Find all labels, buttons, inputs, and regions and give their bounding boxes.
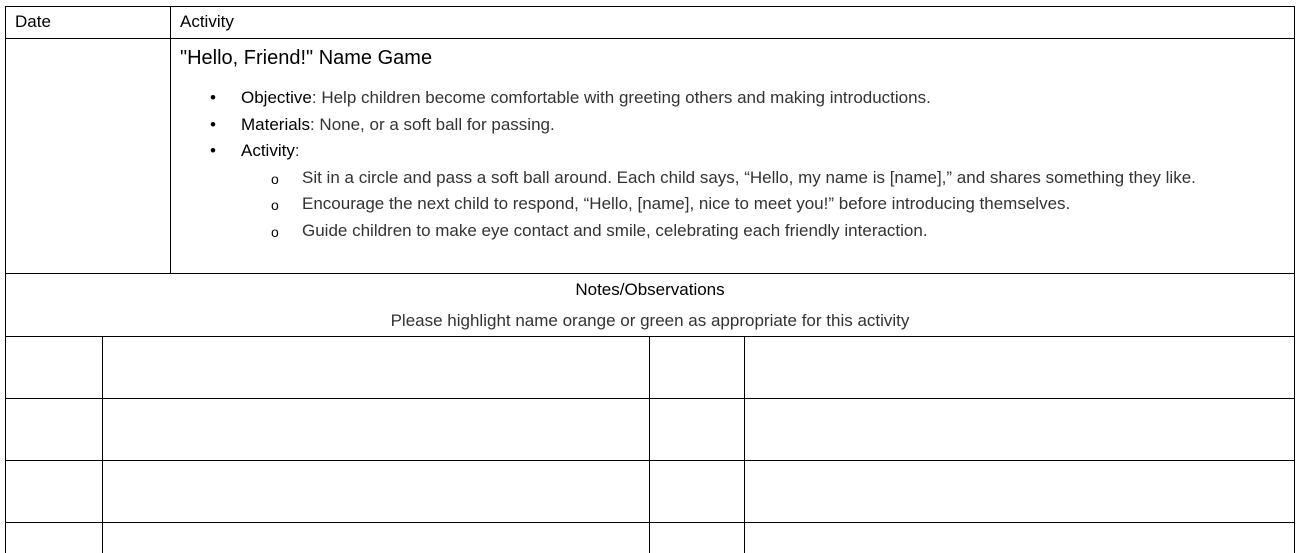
observation-note-cell[interactable] bbox=[745, 337, 1295, 399]
notes-instructions: Please highlight name orange or green as appropriate for this activity bbox=[6, 311, 1294, 331]
header-row bbox=[6, 7, 1295, 39]
objective-label: Objective bbox=[241, 88, 312, 107]
activity-steps-list bbox=[241, 165, 1294, 245]
activity-label: Activity bbox=[241, 141, 295, 160]
child-name-cell[interactable] bbox=[650, 461, 745, 523]
bullet-icon: • bbox=[210, 85, 216, 112]
activity-cell[interactable] bbox=[171, 39, 1295, 274]
date-header: Date bbox=[6, 7, 171, 39]
observation-note-cell[interactable] bbox=[103, 523, 650, 553]
child-name-cell[interactable] bbox=[6, 523, 103, 553]
child-name-cell[interactable] bbox=[6, 337, 103, 399]
materials-text: : None, or a soft ball for passing. bbox=[310, 115, 555, 134]
activity-title: "Hello, Friend!" Name Game bbox=[180, 45, 1294, 71]
observation-note-cell[interactable] bbox=[103, 399, 650, 461]
observation-note-cell[interactable] bbox=[103, 461, 650, 523]
observation-row bbox=[6, 461, 1295, 523]
step-text: Sit in a circle and pass a soft ball around. Each child says, “Hello, my name is [name],” and shares something they like. bbox=[302, 168, 1196, 187]
activity-step bbox=[241, 218, 1294, 245]
activity-table bbox=[5, 6, 1295, 337]
activity-header: Activity bbox=[171, 7, 1295, 39]
step-text: Encourage the next child to respond, “Hello, [name], nice to meet you!” before introducing themselves. bbox=[302, 194, 1070, 213]
observation-row bbox=[6, 399, 1295, 461]
observation-row bbox=[6, 523, 1295, 553]
sub-bullet-icon: o bbox=[271, 192, 279, 219]
child-name-cell[interactable] bbox=[6, 399, 103, 461]
activity-step bbox=[241, 165, 1294, 192]
activity-details-list bbox=[180, 85, 1294, 244]
observation-note-cell[interactable] bbox=[745, 461, 1295, 523]
activity-step bbox=[241, 191, 1294, 218]
sub-bullet-icon: o bbox=[271, 219, 279, 246]
sub-bullet-icon: o bbox=[271, 166, 279, 193]
notes-cell bbox=[6, 274, 1295, 337]
bullet-icon: • bbox=[210, 138, 216, 165]
child-name-cell[interactable] bbox=[650, 523, 745, 553]
child-name-cell[interactable] bbox=[650, 337, 745, 399]
objective-item bbox=[180, 85, 1294, 112]
observation-note-cell[interactable] bbox=[103, 337, 650, 399]
step-text: Guide children to make eye contact and smile, celebrating each friendly interaction. bbox=[302, 221, 928, 240]
observation-note-cell[interactable] bbox=[745, 523, 1295, 553]
objective-text: : Help children become comfortable with greeting others and making introductions. bbox=[312, 88, 931, 107]
child-name-cell[interactable] bbox=[6, 461, 103, 523]
notes-title: Notes/Observations bbox=[6, 280, 1294, 300]
date-cell[interactable] bbox=[6, 39, 171, 274]
activity-item bbox=[180, 138, 1294, 244]
notes-row bbox=[6, 274, 1295, 337]
materials-label: Materials bbox=[241, 115, 310, 134]
activity-row bbox=[6, 39, 1295, 274]
activity-colon: : bbox=[295, 141, 300, 160]
bullet-icon: • bbox=[210, 112, 216, 139]
observation-grid bbox=[5, 336, 1295, 553]
observation-note-cell[interactable] bbox=[745, 399, 1295, 461]
observation-row bbox=[6, 337, 1295, 399]
materials-item bbox=[180, 112, 1294, 139]
child-name-cell[interactable] bbox=[650, 399, 745, 461]
